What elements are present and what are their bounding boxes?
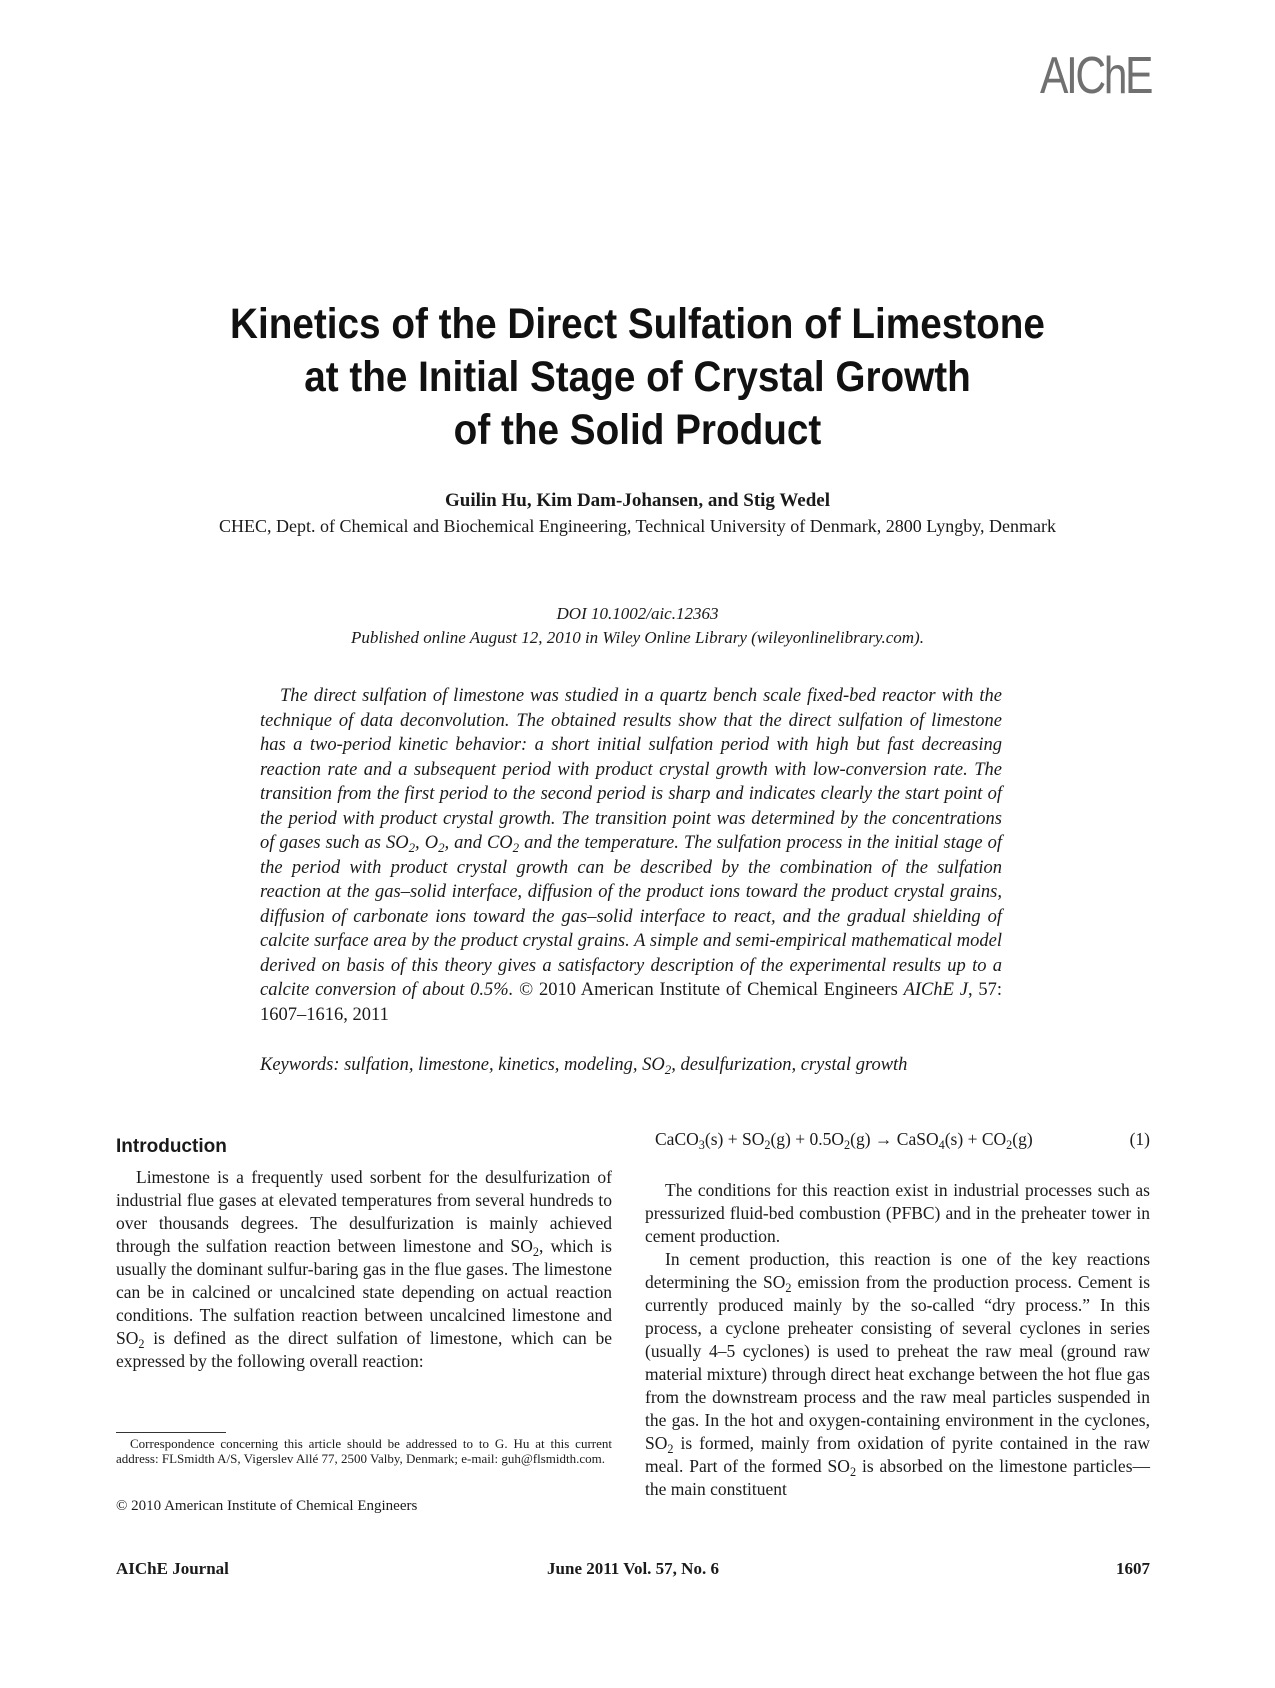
title-line: at the Initial Stage of Crystal Growth	[304, 353, 971, 401]
right-column	[645, 1128, 1150, 1501]
footer-issue: June 2011 Vol. 57, No. 6	[547, 1559, 719, 1578]
article-title	[100, 298, 1175, 457]
aiche-logo: AIChE	[1040, 47, 1151, 105]
section-heading-introduction: Introduction	[116, 1136, 227, 1157]
affiliation: CHEC, Dept. of Chemical and Biochemical Engineering, Technical University of Denmark, 2800 Lyngby, Denmark	[218, 516, 1057, 536]
title-line: of the Solid Product	[453, 406, 822, 454]
title-line: Kinetics of the Direct Sulfation of Limestone	[230, 300, 1045, 348]
page-number: 1607	[1116, 1559, 1150, 1578]
body-paragraph: The conditions for this reaction exist in industrial processes such as pressurized fluid-bed combustion (PFBC) and in the preheater tower in cement production.	[645, 1180, 1150, 1246]
footnote-divider	[116, 1432, 226, 1433]
equation-body: CaCO$_3$(s) + $SO_2(g) + 0.5O_2(g)$ → CaSO$_4$(s) + $CO_2(g)$	[655, 1129, 1033, 1152]
authors: Guilin Hu, Kim Dam-Johansen, and Stig Wedel	[444, 490, 830, 511]
abstract: The direct sulfation of limestone was studied in a quartz bench scale fixed-bed reactor with the technique of data deconvolution. The obtained results show that the direct sulfation of limestone has a two-period kinetic behavior: a short initial sulfation period with high but fast decreasing reaction rate and a subsequent period with product crystal growth with low-conversion rate. The transition from the first period to the second period is sharp and indicates clearly the start point of the period with product crystal growth. The transition point was determined by the concentrations of gases such as $SO_2$, $O_2$, and $CO_2$ and the temperature. The sulfation process in the initial stage of the period with product crystal growth can be described by the combination of the sulfation reaction at the gas–solid interface, diffusion of the product ions toward the product crystal grains, diffusion of carbonate ions toward the gas–solid interface to react, and the gradual shielding of calcite surface area by the product crystal grains. A simple and semi-empirical mathematical model derived on basis of this theory gives a satisfactory description of the experimental results up to a calcite conversion of about 0.5%. © 2010 American Institute of Chemical Engineers AIChE J, 57: 1607–1616, 2011	[260, 686, 1003, 1025]
body-paragraph: In cement production, this reaction is one of the key reactions determining the $SO_2$ emission from the production process. Cement is currently produced mainly by the so-called “dry process.” In this process, a cyclone preheater consisting of several cyclones in series (usually 4–5 cyclones) is used to preheat the raw meal (ground raw material mixture) through direct heat exchange between the hot flue gas from the downstream process and the raw meal particles suspended in the gas. In the hot and oxygen-containing environment in the cyclones, $SO_2$ is formed, mainly from oxidation of pyrite contained in the raw meal. Part of the formed $SO_2$ is absorbed on the limestone particles—the main constituent	[645, 1249, 1151, 1499]
introduction-paragraph: Limestone is a frequently used sorbent for the desulfurization of industrial flue gases at elevated temperatures from several hundreds to over thousands degrees. The desulfurization is mainly achieved through the sulfation reaction between limestone and $SO_2$, which is usually the dominant sulfur-baring gas in the flue gases. The limestone can be in calcined or uncalcined state depending on actual reaction conditions. The sulfation reaction between uncalcined limestone and $SO_2$ is defined as the direct sulfation of limestone, which can be expressed by the following overall reaction:	[116, 1167, 612, 1371]
equation-1	[645, 1128, 1150, 1151]
copyright-line: © 2010 American Institute of Chemical Engineers	[116, 1498, 418, 1514]
footer-journal: AIChE Journal	[116, 1559, 229, 1578]
doi: DOI 10.1002/aic.12363	[556, 604, 719, 623]
correspondence-footnote: Correspondence concerning this article should be addressed to to G. Hu at this current address: FLSmidth A/S, Vigerslev Allé 77, 2500 Valby, Denmark; e-mail: guh@flsmidth.com.	[116, 1436, 612, 1466]
publication-info: Published online August 12, 2010 in Wiley Online Library (wileyonlinelibrary.com).	[351, 628, 924, 647]
left-column	[116, 1136, 612, 1373]
abstract-copyright: © 2010 American Institute of Chemical Engineers	[513, 980, 904, 1000]
keywords: Keywords: sulfation, limestone, kinetics, modeling, $SO_2$, desulfurization, crystal growth	[260, 1055, 908, 1077]
equation-number: (1)	[1129, 1129, 1150, 1149]
